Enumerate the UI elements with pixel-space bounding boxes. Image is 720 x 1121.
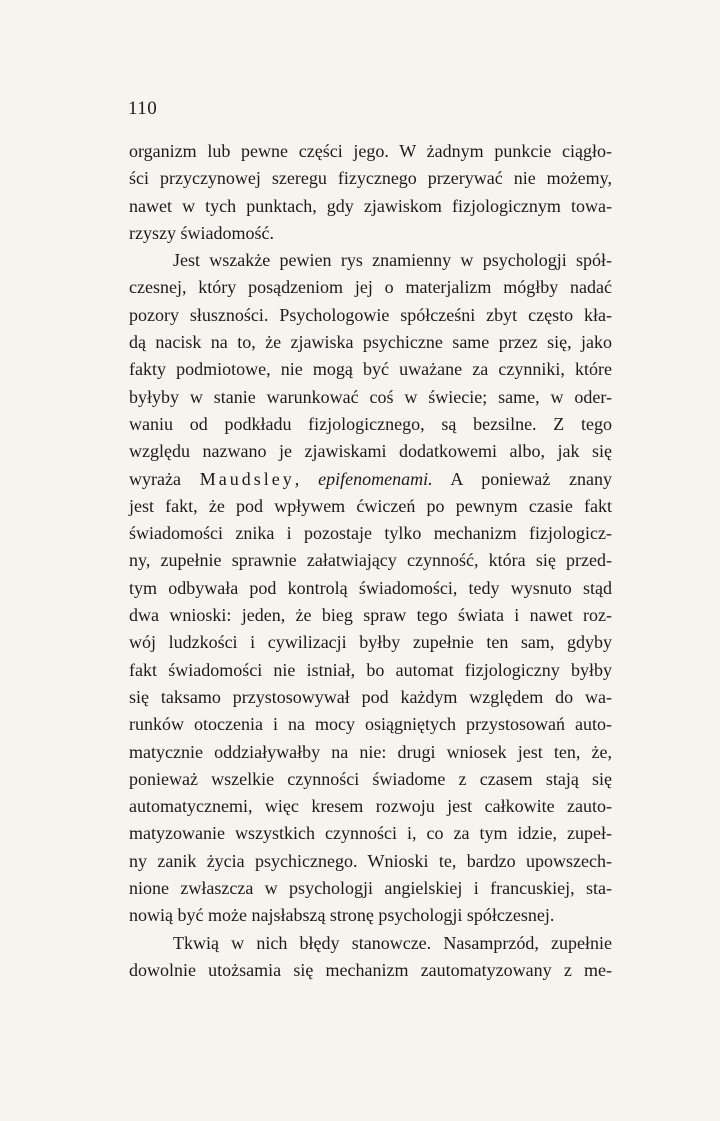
text-line-mixed	[129, 466, 612, 493]
body-text	[129, 138, 612, 984]
text-line: matycznie oddziaływałby na nie: drugi wniosek jest ten, że,	[129, 741, 612, 762]
text-line: dą nacisk na to, że zjawiska psychiczne same przez się, jako	[129, 332, 612, 353]
text-line: jest fakt, że pod wpływem ćwiczeń po pewnym czasie fakt	[129, 495, 612, 516]
text-line: ponieważ wszelkie czynności świadome z czasem stają się	[129, 768, 612, 789]
text-segment: ,	[294, 468, 319, 489]
text-line: organizm lub pewne części jego. W żadnym punkcie ciągło-	[129, 141, 612, 161]
text-line: Jest wszakże pewien rys znamienny w psychologji spół-	[173, 250, 612, 271]
page-number: 110	[128, 98, 158, 119]
text-line: względu nazwano je zjawiskami dodatkowemi albo, jak się	[129, 441, 612, 462]
text-line: fakt świadomości nie istniał, bo automat fizjologiczny byłby	[129, 659, 612, 680]
italic-term: epifenomenami.	[318, 468, 433, 489]
text-line: matyzowanie wszystkich czynności i, co za tym idzie, zupeł-	[129, 823, 612, 844]
text-line: Tkwią w nich błędy stanowcze. Nasamprzód, zupełnie	[173, 932, 612, 953]
text-line: waniu od podkładu fizjologicznego, są bezsilne. Z tego	[129, 413, 612, 434]
text-line: ny, zupełnie sprawnie załatwiający czynność, która się przed-	[129, 550, 612, 571]
author-name: Maudsley	[199, 468, 295, 489]
text-line: runków otoczenia i na mocy osiągniętych przystosowań auto-	[129, 714, 612, 735]
text-line: czesnej, który posądzeniom jej o materjalizm mógłby nadać	[129, 277, 612, 298]
text-line: ści przyczynowej szeregu fizycznego przerywać nie możemy,	[129, 168, 612, 189]
text-line: świadomości znika i pozostaje tylko mechanizm fizjologicz-	[129, 523, 612, 544]
text-line: wój ludzkości i cywilizacji byłby zupełnie ten sam, gdyby	[129, 632, 612, 653]
text-line: rzyszy świadomość.	[129, 222, 274, 243]
text-segment: wyraża	[129, 468, 200, 489]
text-line: dwa wnioski: jeden, że bieg spraw tego świata i nawet roz-	[129, 605, 612, 626]
text-line: byłyby w stanie warunkować coś w świecie; same, w oder-	[129, 386, 612, 407]
text-line: pozory słuszności. Psychologowie spółcześni zbyt często kła-	[129, 304, 612, 325]
text-segment: A ponieważ znany	[450, 468, 612, 489]
text-line: nowią być może najsłabszą stronę psychologji spółczesnej.	[129, 905, 555, 926]
text-line: nione zwłaszcza w psychologji angielskiej i francuskiej, sta-	[129, 878, 612, 899]
text-line: ny zanik życia psychicznego. Wnioski te, bardzo upowszech-	[129, 850, 612, 871]
text-line: nawet w tych punktach, gdy zjawiskom fizjologicznym towa-	[129, 195, 612, 216]
text-line: dowolnie utożsamia się mechanizm zautomatyzowany z me-	[129, 959, 612, 980]
text-line: fakty podmiotowe, nie mogą być uważane za czynniki, które	[129, 359, 612, 380]
text-line: się taksamo przystosowywał pod każdym względem do wa-	[129, 686, 612, 707]
text-line: tym odbywała pod kontrolą świadomości, tedy wysnuto stąd	[129, 577, 612, 598]
text-line: automatycznemi, więc kresem rozwoju jest całkowite zauto-	[129, 796, 612, 817]
